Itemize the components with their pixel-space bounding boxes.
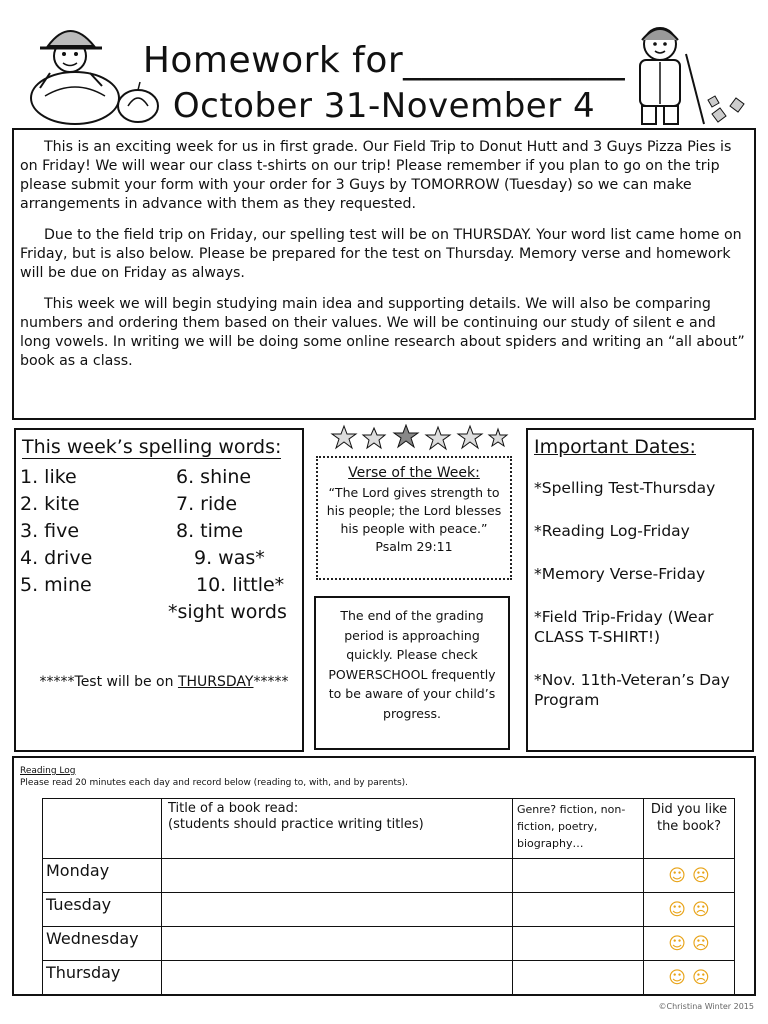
test-suffix: ***** (253, 674, 289, 690)
title-entry-cell[interactable] (162, 859, 513, 893)
spelling-word: 3. five (20, 520, 80, 542)
table-row (43, 893, 735, 927)
intro-letter-box (12, 128, 756, 420)
spelling-heading: This week’s spelling words: (22, 436, 282, 458)
reading-log-title: Reading Log (20, 766, 76, 776)
test-prefix: *****Test will be on (39, 674, 178, 690)
page-title-line1: Homework for____________ (142, 40, 626, 81)
table-row (43, 961, 735, 995)
spelling-word: 1. like (20, 466, 77, 488)
column-header-genre: Genre? fiction, non-fiction, poetry, biography… (513, 799, 644, 859)
page-title-line2: October 31-November 4 (172, 86, 596, 126)
table-row (43, 859, 735, 893)
like-choice-cell (644, 859, 735, 893)
verse-heading: Verse of the Week: (348, 465, 480, 481)
copyright-note: ©Christina Winter 2015 (658, 1002, 754, 1011)
reading-log-box (12, 756, 756, 996)
date-item: *Reading Log-Friday (534, 522, 690, 540)
reading-log-instructions: Please read 20 minutes each day and record below (reading to, with, and by parents). (20, 778, 409, 788)
spelling-words-box (14, 428, 304, 752)
spelling-word: 7. ride (176, 493, 238, 515)
smile-face-icon[interactable]: ☺ (668, 865, 686, 886)
table-row (43, 927, 735, 961)
verse-of-week-box (316, 456, 512, 580)
smile-face-icon[interactable]: ☺ (668, 933, 686, 954)
spelling-word: 10. little* (196, 574, 285, 596)
date-item: *Spelling Test-Thursday (534, 479, 716, 497)
spelling-word: 4. drive (20, 547, 93, 569)
smile-face-icon[interactable]: ☺ (668, 967, 686, 988)
date-item: *Memory Verse-Friday (534, 565, 706, 583)
day-label: Thursday (43, 961, 162, 995)
frown-face-icon[interactable]: ☹ (692, 967, 710, 988)
like-choice-cell (644, 927, 735, 961)
genre-entry-cell[interactable] (513, 893, 644, 927)
genre-entry-cell[interactable] (513, 859, 644, 893)
grading-note-text: The end of the grading period is approaching quickly. Please check POWERSCHOOL frequently to be aware of your child’s progress. (328, 608, 496, 721)
genre-entry-cell[interactable] (513, 927, 644, 961)
spelling-word: 2. kite (20, 493, 80, 515)
spelling-word: 5. mine (20, 574, 92, 596)
day-label: Monday (43, 859, 162, 893)
title-entry-cell[interactable] (162, 961, 513, 995)
genre-entry-cell[interactable] (513, 961, 644, 995)
grading-period-note (314, 596, 510, 750)
test-day-note (34, 674, 294, 690)
intro-paragraph: Due to the field trip on Friday, our spelling test will be on THURSDAY. Your word list came home on Friday, but is also below. Please be prepared for the test on Thursday. Memory verse and homework will be due on Friday as always. (20, 227, 742, 281)
table-corner-cell (43, 799, 162, 859)
test-day: THURSDAY (177, 674, 254, 690)
like-choice-cell (644, 893, 735, 927)
intro-paragraph: This week we will begin studying main idea and supporting details. We will also be comparing numbers and ordering them based on their values. We will be continuing our study of silent e and long vowels. In writing we will be doing some online research about spiders and writing an “all about” book as a class. (20, 296, 745, 369)
title-entry-cell[interactable] (162, 927, 513, 961)
title-entry-cell[interactable] (162, 893, 513, 927)
smile-face-icon[interactable]: ☺ (668, 899, 686, 920)
date-item: *Nov. 11th-Veteran’s Day Program (534, 671, 730, 709)
spelling-word: 8. time (176, 520, 244, 542)
important-dates-heading: Important Dates: (534, 436, 696, 458)
column-header-title: Title of a book read: (students should practice writing titles) (162, 799, 513, 859)
spelling-word: 9. was* (194, 547, 265, 569)
spelling-word: 6. shine (176, 466, 252, 488)
reading-log-table (42, 798, 735, 995)
column-header-like: Did you like the book? (644, 799, 735, 859)
star-garland-clipart (330, 424, 510, 452)
date-item: *Field Trip-Friday (Wear CLASS T-SHIRT!) (534, 608, 714, 646)
frown-face-icon[interactable]: ☹ (692, 933, 710, 954)
sight-words-note: *sight words (168, 601, 287, 623)
like-choice-cell (644, 961, 735, 995)
day-label: Wednesday (43, 927, 162, 961)
day-label: Tuesday (43, 893, 162, 927)
verse-text: “The Lord gives strength to his people; the Lord blesses his people with peace.” Psalm 29:11 (326, 485, 502, 554)
frown-face-icon[interactable]: ☹ (692, 865, 710, 886)
intro-paragraph: This is an exciting week for us in first grade. Our Field Trip to Donut Hutt and 3 Guys Pizza Pies is on Friday! We will wear our class t-shirts on our trip! Please remember if you plan to go on the trip please submit your form with your order for 3 Guys by TOMORROW (Tuesday) so we can make arrangements in advance with them as they requested. (20, 139, 732, 212)
important-dates-box (526, 428, 754, 752)
frown-face-icon[interactable]: ☹ (692, 899, 710, 920)
